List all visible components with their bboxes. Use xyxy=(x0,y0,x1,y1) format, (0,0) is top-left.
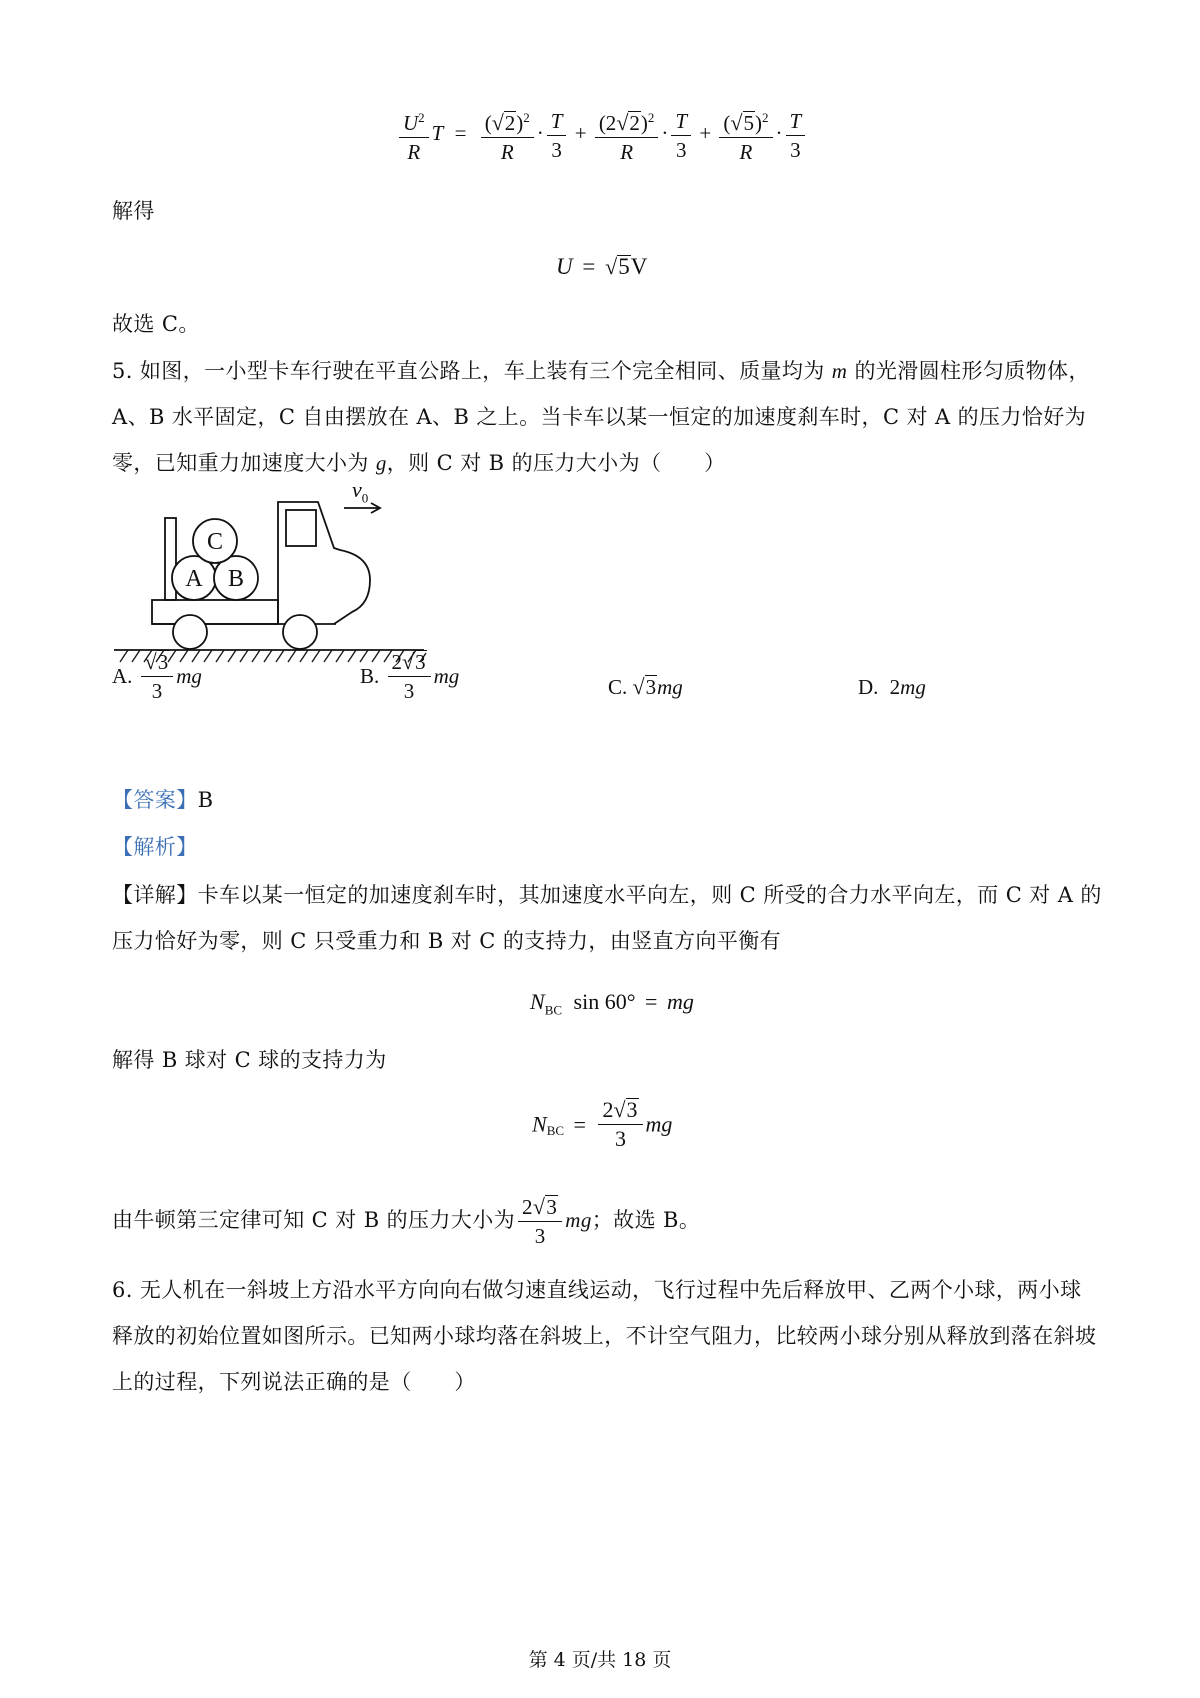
question-6: 6. 无人机在一斜坡上方沿水平方向向右做匀速直线运动，飞行过程中先后释放甲、乙两个小球，两小球释放的初始位置如图所示。已知两小球均落在斜坡上，不计空气阻力，比较两小球分别从释放到落在斜坡上的过程，下列说法正确的是（ ） xyxy=(112,1278,1097,1394)
text-jiede-1: 解得 xyxy=(112,199,155,223)
option-c[interactable]: C. √ 3 mg xyxy=(608,674,683,699)
text-choose-c: 故选 C。 xyxy=(112,312,200,336)
detail-paragraph: 【详解】卡车以某一恒定的加速度刹车时，其加速度水平向左，则 C 所受的合力水平向左，而 C 对 A 的压力恰好为零，则 C 只受重力和 B 对 C 的支持力，由竖直方向平衡有 xyxy=(112,883,1102,953)
label-cylinder-c: C xyxy=(206,529,223,555)
newton-third-law-line: 由牛顿第三定律可知 C 对 B 的压力大小为 2 √ 3 3 mg；故选 B。 xyxy=(112,1194,701,1248)
answer-value: B xyxy=(197,788,214,812)
option-d[interactable]: D. 2mg xyxy=(858,675,926,699)
label-cylinder-a: A xyxy=(185,566,203,592)
option-a[interactable]: A. √ 3 3 mg xyxy=(112,649,202,703)
label-velocity: $v_0$ xyxy=(352,477,369,506)
equation-u-result: U = √ 5 V xyxy=(556,254,648,279)
answer-line: 【答案】B xyxy=(112,788,214,812)
truck-figure xyxy=(114,500,434,675)
page-footer: 第 4 页/共 18 页 xyxy=(528,1649,672,1671)
fraction-term2: (2 √ 2 )$^2$ R xyxy=(595,106,659,164)
question-5: 5. 如图，一小型卡车行驶在平直公路上，车上装有三个完全相同、质量均为 m 的光滑圆柱形匀质物体，A、B 水平固定，C 自由摆放在 A、B 之上。当卡车以某一恒定的加速度刹车时，C 对 A 的压力恰好为零，已知重力加速度大小为 g，则 C 对 B 的压力大小为（ ） xyxy=(112,359,1090,475)
analysis-line: 【解析】 xyxy=(112,835,198,859)
label-cylinder-b: B xyxy=(227,566,244,592)
fraction-u2-r: $\frac{U^2}{R}$ xyxy=(399,106,429,164)
equation-energy: $\frac{U^2}{R}$ T = ( √ 2 )$^2$ R · $\frac{T}{3}$ + (2 √ 2 )$^2$ R · $\frac{T}{3}$ + ( √ 5 )$^2$ R · $\frac{T}{3}$ xyxy=(396,106,808,164)
option-b[interactable]: B. 2 √ 3 3 mg xyxy=(360,649,460,703)
equation-support-force: $N_{BC}$ = 2 √ 3 3 mg xyxy=(532,1097,673,1151)
equation-vertical-balance: $N_{BC}$ sin 60° = mg xyxy=(530,989,694,1018)
fraction-term3: ( √ 5 )$^2$ R xyxy=(719,106,772,164)
fraction-term1: ( √ 2 )$^2$ R xyxy=(481,106,534,164)
text-jiede-2: 解得 B 球对 C 球的支持力为 xyxy=(112,1048,387,1072)
